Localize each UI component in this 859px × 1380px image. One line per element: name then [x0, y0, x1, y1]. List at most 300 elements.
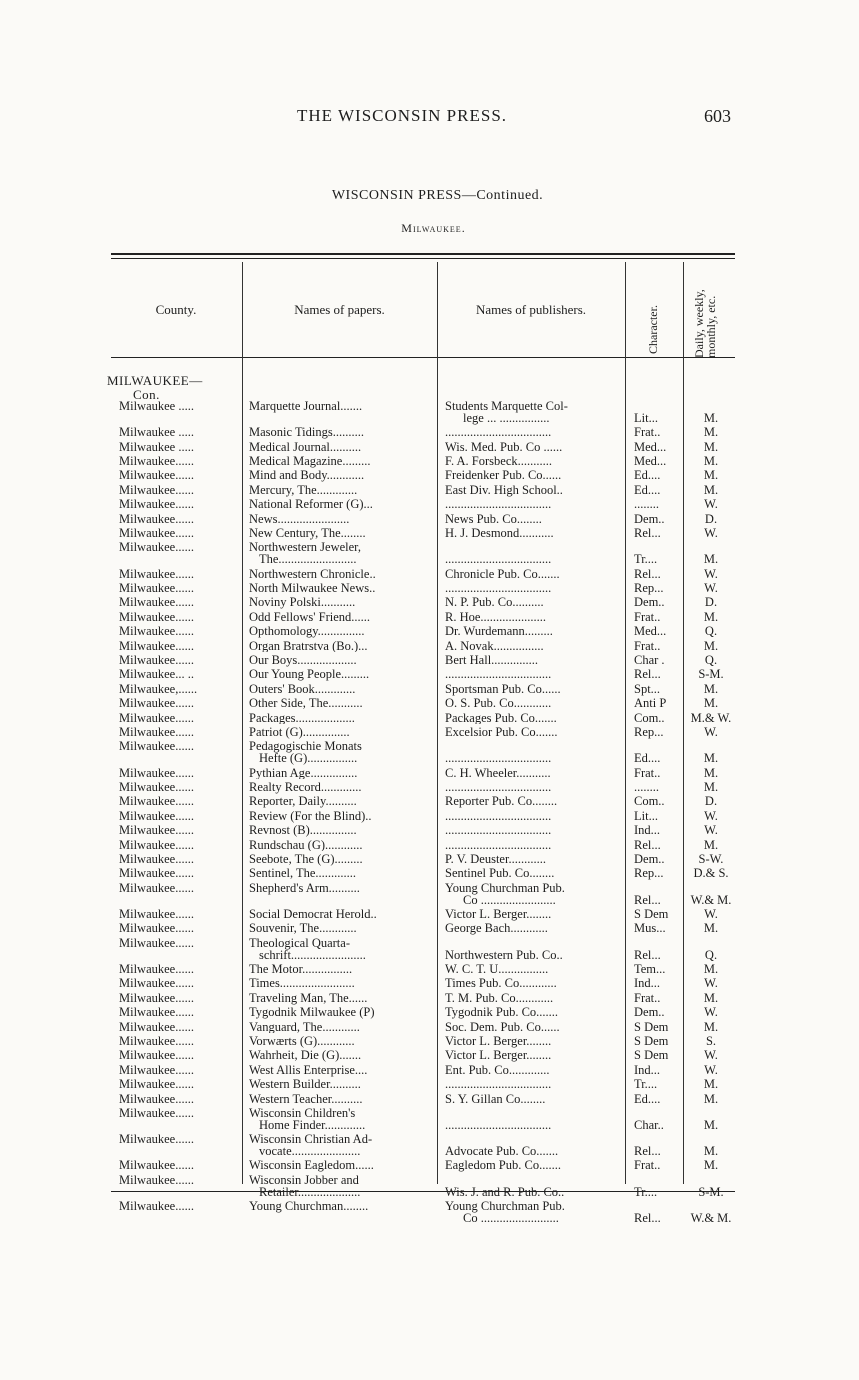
row-publisher-line: Sentinel Pub. Co........	[445, 868, 555, 881]
row-paper	[249, 1160, 435, 1172]
row-character: Ed....	[634, 1093, 661, 1106]
row-paper	[249, 427, 435, 439]
row-character: Ed....	[634, 753, 661, 765]
row-publisher	[445, 796, 623, 808]
row-publisher	[445, 964, 623, 976]
row-character: Rel...	[634, 1212, 661, 1225]
row-publisher-line: S. Y. Gillan Co........	[445, 1093, 546, 1106]
table-top-rule-thin	[111, 258, 735, 259]
row-publisher-line: ..................................	[445, 751, 552, 765]
row-paper	[249, 1134, 435, 1158]
row-frequency: M.	[703, 470, 719, 483]
row-county: Milwaukee......	[119, 1174, 194, 1187]
row-character: Rel...	[634, 528, 661, 540]
row-publisher-line: Tygodnik Pub. Co.......	[445, 1007, 559, 1019]
row-paper-line: Hefte (G)................	[259, 751, 358, 765]
row-paper	[249, 442, 435, 454]
row-frequency: W.& M.	[690, 894, 732, 907]
row-county: Milwaukee......	[119, 456, 194, 468]
row-frequency: W.	[704, 810, 718, 823]
row-paper-line: The Motor................	[249, 964, 353, 976]
row-frequency: M.	[703, 640, 719, 653]
row-paper	[249, 825, 435, 837]
row-publisher	[445, 811, 623, 823]
row-frequency: M.	[703, 683, 719, 696]
row-character: Dem..	[634, 1007, 665, 1019]
row-frequency: D.	[704, 513, 718, 526]
row-publisher-line: Victor L. Berger........	[445, 1050, 552, 1063]
row-publisher-line: Packages Pub. Co.......	[445, 712, 557, 725]
row-publisher-line: Ent. Pub. Co.............	[445, 1064, 550, 1077]
row-frequency: W.	[704, 499, 718, 511]
row-publisher-line: ..................................	[445, 1117, 552, 1132]
row-frequency: W.	[704, 583, 718, 595]
row-frequency: M.	[703, 1119, 719, 1132]
row-publisher-line: H. J. Desmond...........	[445, 528, 554, 540]
row-publisher	[445, 768, 623, 780]
row-county: Milwaukee......	[119, 882, 194, 895]
row-publisher	[445, 1134, 623, 1158]
row-paper	[249, 811, 435, 823]
row-character: Dem..	[634, 597, 665, 610]
row-paper-line: Pythian Age...............	[249, 767, 358, 780]
row-paper	[249, 684, 435, 696]
row-paper	[249, 741, 435, 765]
row-character: Med...	[634, 626, 667, 638]
table-top-rule	[111, 253, 735, 255]
row-county: Milwaukee......	[119, 568, 194, 581]
row-publisher	[445, 655, 623, 667]
row-character: Frat..	[634, 427, 661, 439]
row-paper	[249, 569, 435, 581]
section-title: WISCONSIN PRESS—Continued.	[331, 188, 544, 203]
row-character: Spt...	[634, 683, 661, 696]
row-paper-line: Masonic Tidings..........	[249, 427, 364, 439]
row-county: Milwaukee......	[119, 611, 194, 624]
row-publisher-line: ..................................	[445, 782, 552, 794]
row-county: Milwaukee......	[119, 937, 194, 950]
row-character: S Dem	[634, 1036, 669, 1048]
row-publisher	[445, 456, 623, 468]
row-paper	[249, 528, 435, 540]
header-frequency-text: Daily, weekly, monthly, etc.	[692, 289, 718, 358]
row-frequency: W.	[704, 528, 718, 540]
row-frequency: M.	[703, 839, 719, 852]
row-publisher-line: Co .........................	[463, 1210, 559, 1225]
row-paper-line: Seebote, The (G).........	[249, 854, 363, 866]
row-publisher-line: ..................................	[445, 825, 552, 837]
row-publisher-line: Wis. J. and R. Pub. Co..	[445, 1184, 565, 1199]
row-frequency: M.	[703, 767, 719, 780]
row-county: Milwaukee .....	[119, 441, 194, 454]
row-county: Milwaukee......	[119, 712, 194, 725]
row-paper-line: Other Side, The...........	[249, 698, 363, 710]
row-frequency: Q.	[704, 655, 718, 667]
row-character: Com..	[634, 796, 665, 809]
row-frequency: M.	[703, 611, 719, 624]
row-publisher-line: News Pub. Co........	[445, 513, 542, 526]
row-publisher-line: Victor L. Berger........	[445, 1036, 552, 1048]
row-publisher-line: Students Marquette Col-	[445, 401, 568, 413]
row-publisher	[445, 1175, 623, 1199]
row-paper-line: Mind and Body............	[249, 470, 365, 483]
row-paper	[249, 485, 435, 497]
row-paper	[249, 1036, 435, 1048]
row-publisher-line: A. Novak................	[445, 640, 544, 653]
row-paper-line: Odd Fellows' Friend......	[249, 611, 371, 624]
row-publisher	[445, 1160, 623, 1172]
row-publisher	[445, 698, 623, 710]
row-frequency: M.	[703, 427, 719, 439]
row-county: Milwaukee......	[119, 992, 194, 1005]
row-paper-line: Traveling Man, The......	[249, 992, 368, 1005]
row-paper	[249, 883, 435, 895]
row-publisher	[445, 427, 623, 439]
column-divider	[242, 262, 243, 1184]
row-paper-line: Retailer....................	[259, 1184, 361, 1199]
row-paper	[249, 923, 435, 935]
row-character: Tr....	[634, 1079, 658, 1091]
row-paper	[249, 655, 435, 667]
row-publisher-line: ..................................	[445, 552, 552, 566]
row-county: Milwaukee......	[119, 909, 194, 921]
row-county: Milwaukee......	[119, 499, 194, 511]
row-county: Milwaukee......	[119, 1108, 194, 1120]
row-paper	[249, 612, 435, 624]
row-publisher-line: Sportsman Pub. Co......	[445, 683, 561, 696]
row-county: Milwaukee......	[119, 655, 194, 667]
row-character: Frat..	[634, 767, 661, 780]
row-frequency: M.	[703, 441, 719, 454]
row-county: Milwaukee......	[119, 640, 194, 653]
row-publisher-line: Advocate Pub. Co.......	[445, 1143, 559, 1158]
row-character: Med...	[634, 441, 667, 454]
row-paper-line: Shepherd's Arm..........	[249, 882, 360, 895]
row-paper	[249, 514, 435, 526]
row-county: Milwaukee......	[119, 484, 194, 497]
row-character: Ed....	[634, 484, 661, 497]
row-frequency: S-M.	[698, 669, 724, 682]
row-publisher	[445, 470, 623, 482]
row-character: Ind...	[634, 1064, 661, 1077]
row-publisher	[445, 1022, 623, 1034]
row-publisher	[445, 923, 623, 935]
row-frequency: W.	[704, 825, 718, 837]
row-publisher	[445, 528, 623, 540]
row-publisher-line: T. M. Pub. Co............	[445, 992, 554, 1005]
row-paper-line: Times........................	[249, 978, 355, 991]
header-rule	[111, 357, 735, 358]
row-paper-line: Vanguard, The............	[249, 1021, 360, 1034]
row-paper-line: New Century, The........	[249, 528, 366, 540]
row-county: Milwaukee... ..	[119, 669, 194, 682]
row-frequency: M.& W.	[690, 712, 732, 725]
row-frequency: M.	[703, 964, 719, 976]
row-publisher-line: Reporter Pub. Co........	[445, 796, 558, 809]
row-paper	[249, 641, 435, 653]
row-county: Milwaukee......	[119, 626, 194, 638]
header-publishers: Names of publishers.	[475, 302, 587, 317]
row-paper-line: Packages...................	[249, 712, 355, 725]
row-publisher	[445, 825, 623, 837]
row-paper-line: Reporter, Daily..........	[249, 796, 357, 809]
row-publisher-line: N. P. Pub. Co..........	[445, 597, 544, 610]
row-character: Rep...	[634, 868, 664, 881]
row-publisher-line: C. H. Wheeler...........	[445, 767, 551, 780]
row-county: Milwaukee......	[119, 964, 194, 976]
row-paper	[249, 470, 435, 482]
row-county: Milwaukee......	[119, 542, 194, 555]
row-character: Char .	[634, 655, 665, 667]
row-paper-line: Realty Record.............	[249, 782, 362, 794]
running-title: THE WISCONSIN PRESS.	[297, 106, 508, 125]
row-publisher-line: Young Churchman Pub.	[445, 882, 565, 895]
row-paper	[249, 597, 435, 609]
row-frequency: W.& M.	[690, 1212, 732, 1225]
row-frequency: W.	[704, 727, 718, 739]
row-paper	[249, 1050, 435, 1062]
row-county: Milwaukee......	[119, 1036, 194, 1048]
city-heading: Milwaukee.	[401, 221, 466, 235]
row-paper	[249, 1094, 435, 1106]
row-publisher	[445, 485, 623, 497]
column-divider	[683, 262, 684, 1184]
row-publisher	[445, 782, 623, 794]
row-paper-line: Sentinel, The.............	[249, 868, 357, 881]
row-paper	[249, 964, 435, 976]
row-character: Rel...	[634, 1145, 661, 1158]
row-county: Milwaukee......	[119, 868, 194, 881]
row-paper-line: Tygodnik Milwaukee (P)	[249, 1007, 375, 1019]
row-paper-line: schrift........................	[259, 947, 366, 962]
row-paper	[249, 456, 435, 468]
row-publisher-line: ..................................	[445, 427, 552, 439]
row-publisher	[445, 612, 623, 624]
row-paper	[249, 868, 435, 880]
row-frequency: W.	[704, 978, 718, 991]
row-character: Ind...	[634, 978, 661, 991]
row-character: Rel...	[634, 669, 661, 682]
group-label	[107, 374, 203, 402]
row-paper-line: Wahrheit, Die (G).......	[249, 1050, 362, 1063]
row-character: Lit...	[634, 412, 658, 425]
row-character: Frat..	[634, 611, 661, 624]
row-county: Milwaukee......	[119, 1201, 194, 1213]
row-paper	[249, 713, 435, 725]
row-publisher-line: P. V. Deuster............	[445, 854, 546, 866]
row-character: ........	[634, 499, 659, 511]
row-publisher-line: Wis. Med. Pub. Co ......	[445, 441, 563, 454]
row-publisher-line: Co ........................	[463, 892, 556, 907]
row-publisher-line: Times Pub. Co............	[445, 978, 557, 991]
row-publisher	[445, 713, 623, 725]
row-paper	[249, 583, 435, 595]
row-paper-line: News.......................	[249, 513, 350, 526]
row-character: Frat..	[634, 640, 661, 653]
row-paper-line: Revnost (B)...............	[249, 825, 357, 837]
page-number: 603	[704, 106, 731, 126]
row-paper-line: Organ Bratrstva (Bo.)...	[249, 640, 368, 653]
row-publisher-line: East Div. High School..	[445, 484, 563, 497]
row-publisher	[445, 854, 623, 866]
row-frequency: W.	[704, 1007, 718, 1019]
row-publisher	[445, 442, 623, 454]
row-paper-line: Patriot (G)...............	[249, 727, 350, 739]
row-county: Milwaukee......	[119, 1007, 194, 1019]
row-paper-line: Social Democrat Herold..	[249, 909, 377, 921]
row-publisher-line: lege ... ................	[463, 410, 550, 425]
group-label-line: MILWAUKEE—	[107, 373, 203, 388]
row-publisher	[445, 1201, 623, 1225]
row-paper-line: Rundschau (G)............	[249, 839, 363, 852]
row-paper	[249, 854, 435, 866]
row-paper-line: Western Builder..........	[249, 1079, 361, 1091]
row-frequency: M.	[703, 992, 719, 1005]
row-county: Milwaukee .....	[119, 427, 194, 439]
row-paper-line: Medical Journal..........	[249, 441, 362, 454]
column-divider	[625, 262, 626, 1184]
row-frequency: M.	[703, 456, 719, 468]
row-frequency: Q.	[704, 626, 718, 638]
row-publisher	[445, 1108, 623, 1132]
row-county: Milwaukee......	[119, 1093, 194, 1106]
row-character: Frat..	[634, 1160, 661, 1173]
row-paper	[249, 993, 435, 1005]
row-paper	[249, 401, 435, 413]
row-publisher-line: ..................................	[445, 499, 552, 511]
row-paper	[249, 1201, 435, 1213]
row-paper	[249, 796, 435, 808]
row-paper	[249, 542, 435, 566]
row-paper-line: Outers' Book.............	[249, 683, 356, 696]
row-paper-line: Northwestern Chronicle..	[249, 568, 376, 581]
row-publisher-line: Freidenker Pub. Co......	[445, 470, 562, 483]
row-character: Rep...	[634, 583, 664, 595]
row-paper-line: Northwestern Jeweler,	[249, 542, 361, 555]
row-publisher-line: Northwestern Pub. Co..	[445, 947, 563, 962]
row-publisher	[445, 401, 623, 425]
row-paper-line: Wisconsin Children's	[249, 1108, 356, 1120]
row-paper-line: Medical Magazine.........	[249, 456, 371, 468]
row-publisher	[445, 1036, 623, 1048]
row-publisher	[445, 542, 623, 566]
row-county: Milwaukee .....	[119, 401, 194, 413]
row-frequency: M.	[703, 554, 719, 566]
row-paper-line: National Reformer (G)...	[249, 499, 373, 511]
row-county: Milwaukee......	[119, 1050, 194, 1063]
row-publisher-line: Soc. Dem. Pub. Co......	[445, 1021, 560, 1034]
row-paper-line: Pedagogischie Monats	[249, 741, 362, 754]
row-character: S Dem	[634, 1050, 669, 1063]
row-character: Ind...	[634, 825, 661, 837]
row-publisher	[445, 626, 623, 638]
row-paper	[249, 840, 435, 852]
row-publisher	[445, 868, 623, 880]
row-county: Milwaukee......	[119, 810, 194, 823]
header-papers: Names of papers.	[294, 302, 385, 317]
row-county: Milwaukee......	[119, 1021, 194, 1034]
row-frequency: W.	[704, 568, 718, 581]
row-character: Anti P	[634, 698, 667, 710]
row-frequency: S.	[705, 1036, 717, 1048]
row-county: Milwaukee......	[119, 1134, 194, 1146]
row-paper-line: vocate......................	[259, 1143, 361, 1158]
row-publisher	[445, 883, 623, 907]
row-county: Milwaukee......	[119, 597, 194, 610]
row-publisher	[445, 978, 623, 990]
row-frequency: M.	[703, 923, 719, 936]
row-paper	[249, 1108, 435, 1132]
row-publisher	[445, 684, 623, 696]
row-publisher	[445, 514, 623, 526]
row-publisher-line: George Bach............	[445, 923, 548, 936]
row-publisher-line: ..................................	[445, 583, 552, 595]
row-character: Tem...	[634, 964, 666, 976]
row-paper	[249, 768, 435, 780]
row-publisher	[445, 1050, 623, 1062]
row-character: Rep...	[634, 727, 664, 739]
row-county: Milwaukee......	[119, 583, 194, 595]
row-paper	[249, 909, 435, 921]
column-divider	[437, 262, 438, 1184]
row-frequency: S-M.	[698, 1186, 724, 1199]
row-character: Char..	[634, 1119, 664, 1132]
row-publisher-line: Eagledom Pub. Co.......	[445, 1160, 561, 1173]
row-county: Milwaukee......	[119, 1079, 194, 1091]
row-paper	[249, 669, 435, 681]
row-character: Mus...	[634, 923, 666, 936]
row-paper-line: Our Boys...................	[249, 655, 357, 667]
row-paper-line: Marquette Journal.......	[249, 401, 363, 413]
row-paper	[249, 727, 435, 739]
row-publisher-line: Dr. Wurdemann.........	[445, 626, 553, 638]
row-paper	[249, 978, 435, 990]
row-publisher	[445, 840, 623, 852]
row-paper-line: Vorwærts (G)............	[249, 1036, 355, 1048]
row-character: Com..	[634, 712, 665, 725]
row-paper-line: Our Young People.........	[249, 669, 370, 682]
row-paper	[249, 1065, 435, 1077]
row-frequency: M.	[703, 1093, 719, 1106]
row-paper-line: Review (For the Blind)..	[249, 810, 372, 823]
row-character: Med...	[634, 456, 667, 468]
row-frequency: M.	[703, 1160, 719, 1173]
row-frequency: M.	[703, 484, 719, 497]
row-paper-line: West Allis Enterprise....	[249, 1064, 368, 1077]
row-frequency: W.	[704, 909, 718, 921]
row-paper	[249, 698, 435, 710]
row-frequency: D.	[704, 597, 718, 610]
row-frequency: M.	[703, 753, 719, 765]
header-county: County.	[155, 302, 197, 317]
row-publisher-line: W. C. T. U................	[445, 964, 549, 976]
row-publisher	[445, 1065, 623, 1077]
row-frequency: M.	[703, 1079, 719, 1091]
row-county: Milwaukee......	[119, 825, 194, 837]
row-paper-line: North Milwaukee News..	[249, 583, 376, 595]
row-character: Lit...	[634, 810, 658, 823]
row-publisher	[445, 669, 623, 681]
row-county: Milwaukee......	[119, 1064, 194, 1077]
row-publisher	[445, 1094, 623, 1106]
row-county: Milwaukee......	[119, 782, 194, 794]
row-paper-line: Wisconsin Christian Ad-	[249, 1134, 373, 1147]
row-frequency: M.	[703, 698, 719, 710]
row-county: Milwaukee......	[119, 470, 194, 483]
row-paper-line: Home Finder.............	[259, 1117, 366, 1132]
row-paper-line: Opthomology...............	[249, 626, 365, 638]
row-frequency: M.	[703, 782, 719, 794]
